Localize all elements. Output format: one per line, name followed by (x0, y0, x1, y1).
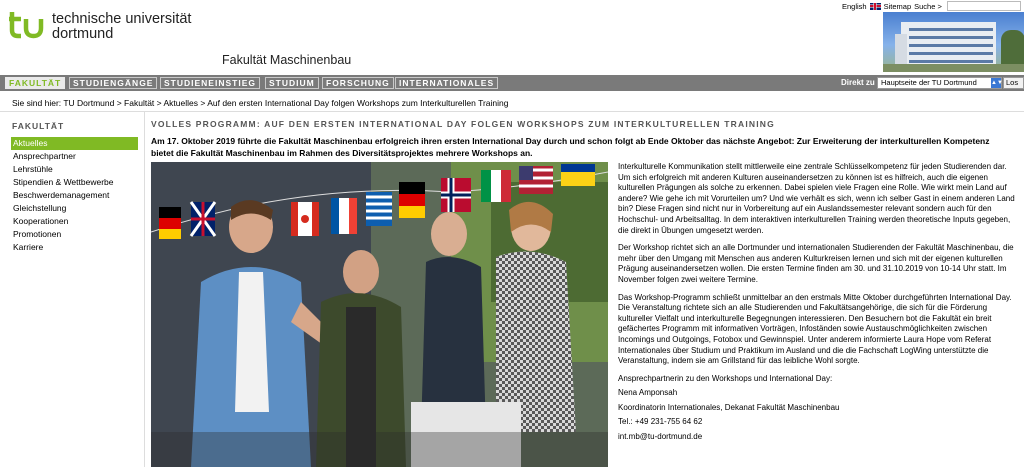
article-title: VOLLES PROGRAMM: AUF DEN ERSTEN INTERNATIONAL DAY FOLGEN WORKSHOPS ZUM INTERKULTURELLEN TRAINING (151, 119, 775, 129)
sidebar-item-stipendien[interactable]: Stipendien & Wettbewerbe (13, 177, 114, 187)
sidebar-item-aktuelles[interactable]: Aktuelles (11, 137, 138, 150)
article-paragraph: Interkulturelle Kommunikation stellt mittlerweile eine zentrale Schlüsselkompetenz für jeden Studierenden dar. Um sich erfolgreich mit anderen Kulturen auseinandersetzen zu können ist es hilfreich, auch die eigenen kulturellen Prägungen als solche zu erkennen. Dabei spielen viele Fragen eine Rolle. Wie wirkt mein Land auf andere? Wie gehe ich mit Vorurteilen um? Und wie verhält es sich, wenn ich selber Gast in einem anderen Land bin? Diese Fragen sind nicht nur in Vorbereitung auf ein Auslandssemester relevant sondern auch für den Hochschul- und Arbeitsalltag. In dem interaktiven interkulturellen Training werden theoretische Inputs gegeben, die direkt in Übungen umgesetzt werden. (618, 162, 1015, 235)
article-body (618, 162, 1016, 447)
contact-intro: Ansprechpartnerin zu den Workshops und International Day: (618, 373, 833, 383)
direkt-zu-selected: Hauptseite der TU Dortmund (881, 78, 977, 87)
event-photo-illustration (151, 162, 608, 467)
header-building-photo (883, 12, 1024, 72)
tab-studieneinstieg[interactable]: STUDIENEINSTIEG (160, 77, 260, 89)
sidebar-menu (11, 137, 138, 254)
sidebar-item-gleichstellung[interactable]: Gleichstellung (13, 203, 67, 213)
tab-fakultaet[interactable]: FAKULTÄT (5, 77, 65, 89)
contact-email-link[interactable]: int.mb@tu-dortmund.de (618, 432, 703, 442)
tab-studium[interactable]: STUDIUM (265, 77, 319, 89)
sidebar-item-lehrstuehle[interactable]: Lehrstühle (13, 164, 53, 174)
page-header (0, 0, 1024, 72)
sidebar-item-karriere[interactable]: Karriere (13, 242, 44, 252)
sidebar-title: FAKULTÄT (12, 121, 65, 131)
article-paragraph: Das Workshop-Programm schließt unmittelbar an den erstmals Mitte Oktober durchgeführten International Day. Die Veranstaltung richtete sich an alle Studierenden und Fakultätsangehörige, die sich für die Förderung kultureller Vielfalt und interkulturelle Begegnungen interessieren. Den Besuchern bot die Fakultät ein breit gefächertes Programm mit informativen Vorträgen, Infoständen sowie Austauschmöglichkeiten zwischen Incomings und Outgoings, Fotobox und Gewinnspiel. Unter anderem informierte Laura Hope vom Referat Internationales über Studium und Praktikum im Ausland und die die Fachschaft LogWing unterstützte die Veranstaltung, indem sie am Grillstand für das leibliche Wohl sorgte. (618, 292, 1012, 366)
contact-name: Nena Amponsah (618, 388, 678, 398)
tu-logo[interactable] (9, 11, 49, 41)
utility-bar (842, 1, 1021, 11)
university-name-line2: dortmund (52, 26, 114, 42)
article-photo (151, 162, 608, 467)
sidebar (0, 112, 145, 467)
university-name[interactable] (52, 12, 191, 42)
uk-flag-icon[interactable] (870, 3, 881, 10)
article-lead: Am 17. Oktober 2019 führte die Fakultät Maschinenbau erfolgreich ihren ersten International Day durch und schon folgt ab Ende Oktober das nächste Angebot: Zur Erweiterung der interkulturellen Kompetenz bietet die Fakultät Maschinenbau im Rahmen des Diversitätsprojektes mehrere Workshops an. (151, 136, 990, 158)
faculty-name: Fakultät Maschinenbau (222, 53, 352, 67)
sidebar-item-beschwerdemanagement[interactable]: Beschwerdemanagement (13, 190, 110, 200)
sidebar-item-promotionen[interactable]: Promotionen (13, 229, 62, 239)
sitemap-link[interactable]: Sitemap (883, 1, 912, 11)
sidebar-item-ansprechpartner[interactable]: Ansprechpartner (13, 151, 76, 161)
search-label: Suche > (914, 1, 942, 11)
tab-internationales[interactable]: INTERNATIONALES (395, 77, 498, 89)
select-arrow-icon: ▲▼ (991, 80, 1003, 86)
direkt-zu-select[interactable] (877, 77, 1002, 89)
search-input[interactable] (947, 1, 1021, 11)
contact-block (618, 374, 1016, 443)
go-button[interactable]: Los (1003, 77, 1024, 89)
tab-studiengaenge[interactable]: STUDIENGÄNGE (69, 77, 157, 89)
article-paragraph: Der Workshop richtet sich an alle Dortmunder und internationalen Studierenden der Fakultät Maschinenbau, die mehr über den Umgang mit Menschen aus anderen Kulturkreisen lernen und sich mit der eigenen kulturellen Prägung auseinandersetzen wollen. Die ersten Termine finden am 30. und 31.10.2019 von 10-14 Uhr statt. Im November folgen zwei weitere Termine. (618, 243, 1014, 284)
divider (0, 111, 1024, 112)
direkt-zu-label: Direkt zu (841, 78, 875, 87)
contact-role: Koordinatorin Internationales, Dekanat Fakultät Maschinenbau (618, 402, 840, 412)
english-link[interactable]: English (842, 1, 867, 11)
university-name-line1: technische universität (52, 11, 192, 27)
tab-forschung[interactable]: FORSCHUNG (322, 77, 394, 89)
main-navigation (0, 75, 1024, 91)
contact-phone: Tel.: +49 231-755 64 62 (618, 417, 703, 427)
sidebar-item-kooperationen[interactable]: Kooperationen (13, 216, 69, 226)
breadcrumb[interactable]: Sie sind hier: TU Dortmund > Fakultät > Aktuelles > Auf den ersten International Day folgen Workshops zum Interkulturellen Training (12, 98, 509, 108)
